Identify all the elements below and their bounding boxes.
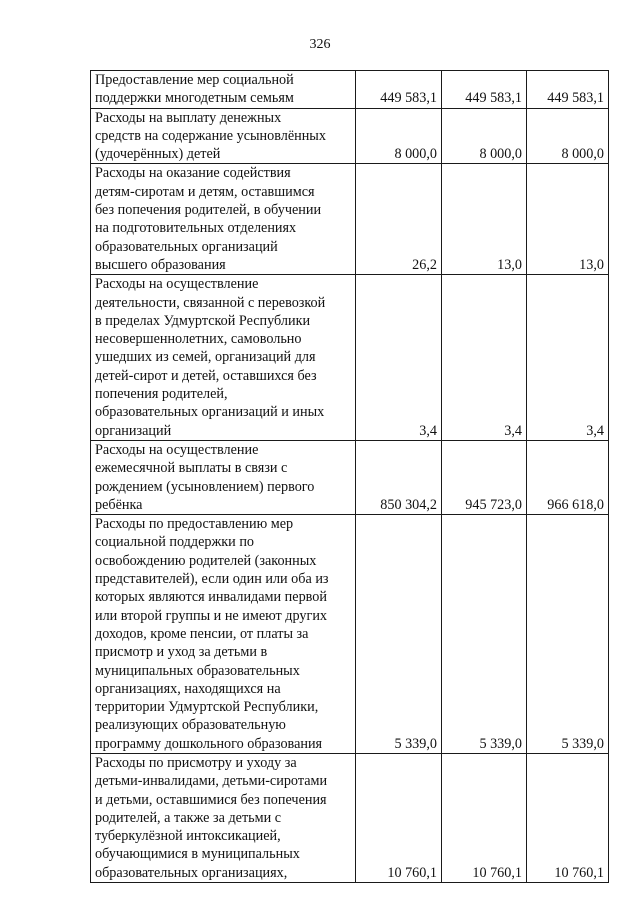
description-line: ребёнка bbox=[95, 496, 143, 513]
description-line: детьми-инвалидами, детьми-сиротами bbox=[95, 773, 328, 790]
amount-cell-2: 5 339,0 bbox=[442, 515, 527, 754]
amount-cell-3: 5 339,0 bbox=[527, 515, 609, 754]
amount-cell-3: 449 583,1 bbox=[527, 71, 609, 109]
description-line: Расходы на осуществление bbox=[95, 441, 259, 458]
amount-cell-3: 10 760,1 bbox=[527, 753, 609, 882]
description-line: средств на содержание усыновлённых bbox=[95, 127, 326, 144]
amount-cell-2: 449 583,1 bbox=[442, 71, 527, 109]
description-line: поддержки многодетным семьям bbox=[95, 90, 294, 107]
description-line: реализующих образовательную bbox=[95, 717, 286, 734]
table-row bbox=[91, 753, 609, 882]
description-line: представителей), если один или оба из bbox=[95, 571, 329, 588]
description-line: территории Удмуртской Республики, bbox=[95, 699, 319, 716]
amount-cell-1: 449 583,1 bbox=[356, 71, 442, 109]
description-line: детям-сиротам и детям, оставшимся bbox=[95, 183, 315, 200]
amount-cell-3: 8 000,0 bbox=[527, 108, 609, 164]
description-line: обучающимися в муниципальных bbox=[95, 846, 300, 863]
row-description bbox=[91, 515, 356, 754]
description-line: организациях, находящихся на bbox=[95, 680, 281, 697]
description-line: (удочерённых) детей bbox=[95, 146, 221, 163]
description-line: несовершеннолетних, самовольно bbox=[95, 331, 302, 348]
description-line: Расходы по присмотру и уходу за bbox=[95, 754, 297, 771]
description-line: деятельности, связанной с перевозкой bbox=[95, 294, 326, 311]
budget-table bbox=[90, 70, 609, 883]
description-line: присмотр и уход за детьми в bbox=[95, 644, 268, 661]
amount-cell-1: 26,2 bbox=[356, 164, 442, 275]
amount-cell-2: 945 723,0 bbox=[442, 440, 527, 514]
description-line: туберкулёзной интоксикацией, bbox=[95, 828, 281, 845]
description-line: освобождению родителей (законных bbox=[95, 552, 317, 569]
description-line: без попечения родителей, в обучении bbox=[95, 202, 322, 219]
row-description bbox=[91, 753, 356, 882]
page-number: 326 bbox=[309, 37, 331, 52]
amount-cell-2: 8 000,0 bbox=[442, 108, 527, 164]
description-line: Расходы на осуществление bbox=[95, 276, 259, 293]
row-description bbox=[91, 108, 356, 164]
description-line: образовательных организаций bbox=[95, 238, 278, 255]
amount-cell-2: 13,0 bbox=[442, 164, 527, 275]
description-line: образовательных организациях, bbox=[95, 864, 288, 881]
amount-cell-2: 3,4 bbox=[442, 275, 527, 441]
description-line: детей-сирот и детей, оставшихся без bbox=[95, 367, 317, 384]
table-row bbox=[91, 275, 609, 441]
description-line: Предоставление мер социальной bbox=[95, 72, 294, 88]
description-line: социальной поддержки по bbox=[95, 534, 254, 551]
description-line: организаций bbox=[95, 422, 172, 439]
table-row bbox=[91, 71, 609, 109]
amount-cell-1: 850 304,2 bbox=[356, 440, 442, 514]
description-line: высшего образования bbox=[95, 256, 226, 273]
description-line: и детьми, оставшимися без попечения bbox=[95, 791, 327, 808]
table-row bbox=[91, 515, 609, 754]
amount-cell-3: 966 618,0 bbox=[527, 440, 609, 514]
description-line: образовательных организаций и иных bbox=[95, 404, 325, 421]
description-line: Расходы на выплату денежных bbox=[95, 109, 282, 126]
description-line: на подготовительных отделениях bbox=[95, 220, 297, 237]
description-line: родителей, а также за детьми с bbox=[95, 809, 282, 826]
amount-cell-2: 10 760,1 bbox=[442, 753, 527, 882]
row-description bbox=[91, 275, 356, 441]
amount-cell-3: 3,4 bbox=[527, 275, 609, 441]
description-line: доходов, кроме пенсии, от платы за bbox=[95, 625, 309, 642]
description-line: ежемесячной выплаты в связи с bbox=[95, 460, 288, 477]
table-row bbox=[91, 440, 609, 514]
description-line: Расходы на оказание содействия bbox=[95, 165, 291, 182]
description-line: муниципальных образовательных bbox=[95, 662, 300, 679]
amount-cell-1: 10 760,1 bbox=[356, 753, 442, 882]
row-description bbox=[91, 440, 356, 514]
amount-cell-1: 8 000,0 bbox=[356, 108, 442, 164]
table-row bbox=[91, 108, 609, 164]
description-line: которых являются инвалидами первой bbox=[95, 589, 327, 606]
table-body bbox=[91, 71, 609, 883]
amount-cell-1: 5 339,0 bbox=[356, 515, 442, 754]
description-line: попечения родителей, bbox=[95, 386, 228, 403]
table-row bbox=[91, 164, 609, 275]
amount-cell-3: 13,0 bbox=[527, 164, 609, 275]
description-line: в пределах Удмуртской Республики bbox=[95, 312, 311, 329]
description-line: или второй группы и не имеют других bbox=[95, 607, 328, 624]
description-line: рождением (усыновлением) первого bbox=[95, 478, 315, 495]
row-description bbox=[91, 164, 356, 275]
row-description bbox=[91, 71, 356, 109]
description-line: Расходы по предоставлению мер bbox=[95, 516, 294, 533]
amount-cell-1: 3,4 bbox=[356, 275, 442, 441]
description-line: ушедших из семей, организаций для bbox=[95, 349, 316, 366]
description-line: программу дошкольного образования bbox=[95, 735, 323, 752]
